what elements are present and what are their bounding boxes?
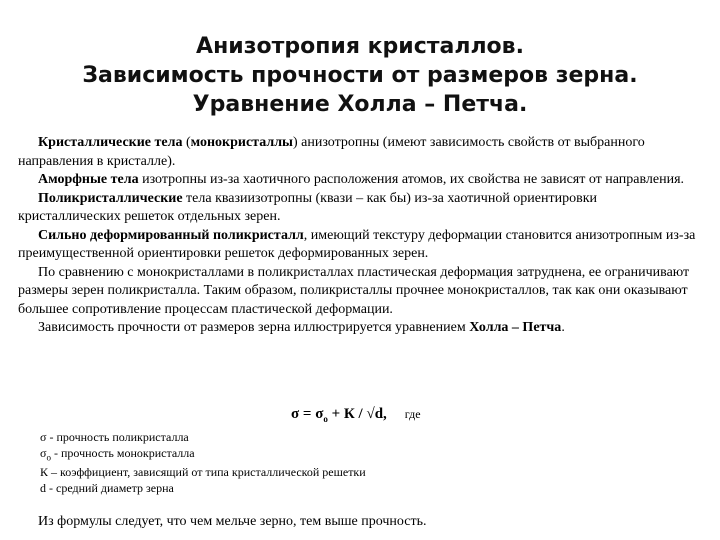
paragraph-polycrystalline-text: тела квазиизотропны (квази – как бы) из-за хаотичной ориентировки кристаллических решеток отдельных зерен.	[18, 190, 598, 224]
paragraph-comparison: По сравнению с монокристаллами в поликристаллах пластическая деформация затруднена, ее ограничивают размеры зерен поликристалла. Таким образом, поликристаллы прочнее монокристаллов, так как они оказывают большее сопротивление процессам пластической деформации.	[18, 264, 690, 317]
paragraph-crystalline-text: ) анизотропны (имеют зависимость свойств от выбранного направления в кристалле).	[18, 135, 645, 169]
title-line-1: Анизотропия кристаллов.	[196, 34, 524, 59]
legend-item-sigma: σ - прочность поликристалла	[40, 430, 189, 444]
legend-item-d: d - средний диаметр зерна	[40, 480, 174, 495]
formula-lhs: σ = σ	[291, 406, 324, 422]
paragraph-deformed	[18, 227, 698, 264]
formula-legend	[40, 430, 366, 496]
title-line-3: Уравнение Холла – Петча.	[192, 92, 528, 117]
term-polycrystalline: Поликристаллические	[38, 190, 183, 206]
term-deformed-polycrystal: Сильно деформированный поликристалл	[38, 227, 304, 243]
period: .	[561, 320, 565, 335]
paragraph-deformed-text: , имеющий текстуру деформации становится анизотропным из-за преимущественной ориентировки решеток деформированных зерен.	[18, 227, 696, 261]
hall-petch-formula	[291, 406, 421, 424]
body-text	[18, 134, 698, 338]
slide-title	[0, 32, 720, 119]
legend-sigma0-symbol: σ	[40, 445, 47, 460]
legend-sigma0-subscript: o	[46, 451, 51, 462]
legend-item-k: К – коэффициент, зависящий от типа кристаллической решетки	[40, 465, 366, 480]
formula-where: где	[404, 407, 421, 421]
title-line-2: Зависимость прочности от размеров зерна.	[82, 63, 638, 88]
paragraph-hall-petch-text: Зависимость прочности от размеров зерна иллюстрируется уравнением	[38, 320, 470, 335]
legend-sigma0-text: - прочность монокристалла	[50, 445, 195, 460]
formula-sigma0-subscript: o	[323, 414, 328, 424]
paren-open: (	[182, 135, 191, 150]
paragraph-hall-petch-intro	[18, 319, 698, 338]
paragraph-amorphous-text: изотропны из-за хаотичного расположения атомов, их свойства не зависят от направления.	[138, 172, 685, 187]
term-hall-petch: Холла – Петча	[469, 320, 562, 335]
conclusion-text: Из формулы следует, что чем мельче зерно, тем выше прочность.	[38, 514, 427, 529]
term-crystalline: Кристаллические тела	[38, 135, 183, 150]
paragraph-amorphous	[18, 171, 698, 190]
term-amorphous: Аморфные тела	[38, 172, 139, 187]
paragraph-polycrystalline	[18, 190, 698, 227]
term-monocrystals: монокристаллы	[190, 135, 293, 150]
paragraph-crystalline	[18, 134, 698, 171]
formula-rhs: + К / √d,	[327, 406, 387, 422]
legend-item-sigma0	[40, 446, 366, 466]
